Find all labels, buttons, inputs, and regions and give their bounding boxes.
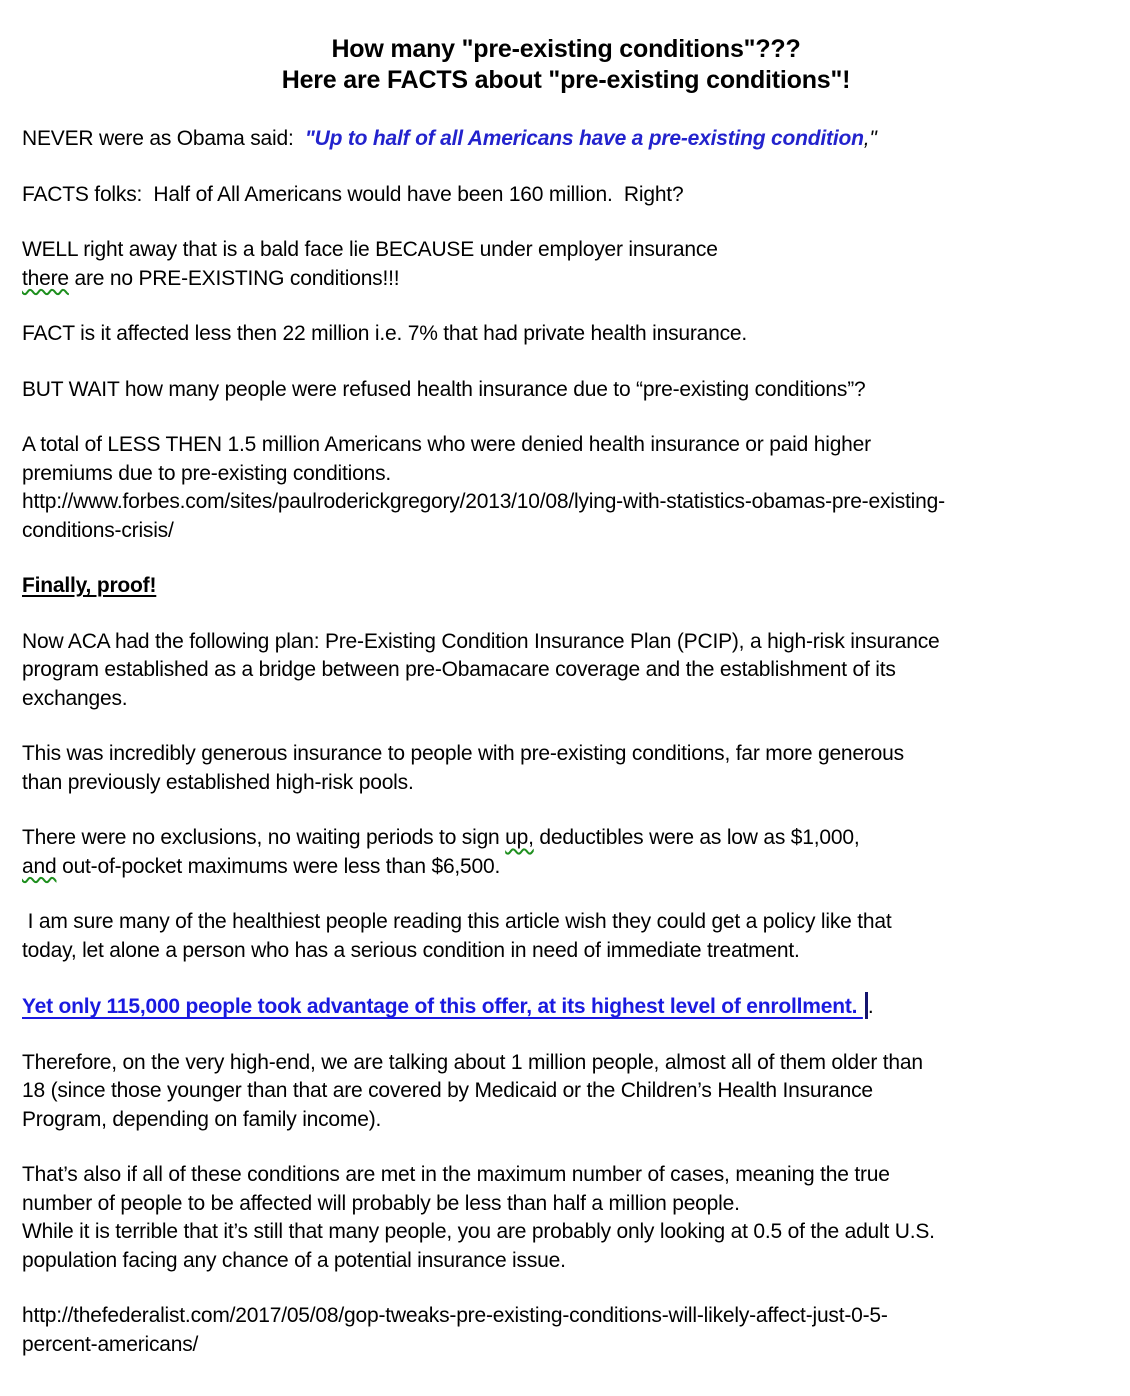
text-line: While it is terrible that it’s still that many people, you are probably only looking at 0.5 of the adult U.S. [22,1220,935,1243]
grammar-squiggle-up: up, [505,826,534,849]
obama-quote-tail: ," [863,127,877,150]
grammar-squiggle-there: there [22,266,69,290]
exclusions-line2-b: out-of-pocket maximums were less than $6,500. [56,854,501,878]
para-federalist-url [22,1302,1110,1359]
para-healthiest-people [22,908,1110,965]
text-line: number of people to be affected will probably be less than half a million people. [22,1191,740,1215]
text-line [22,125,1110,154]
text-line: FACT is it affected less then 22 million i.e. 7% that had private health insurance. [22,322,748,345]
text-line [22,265,1110,294]
enrollment-link[interactable]: Yet only 115,000 people took advantage of this offer, at its highest level of enrollment. [22,995,863,1018]
text-line: today, let alone a person who has a serious condition in need of immediate treatment. [22,938,800,962]
para-obama-claim [22,125,1110,154]
text-line: population facing any chance of a potential insurance issue. [22,1248,566,1272]
never-lead-text: NEVER were as Obama said: [22,127,305,150]
para-therefore [22,1049,1110,1135]
para-total-denied [22,431,1110,545]
text-line: premiums due to pre-existing conditions. [22,461,392,485]
para-generous-insurance [22,740,1110,797]
text-line: I am sure many of the healthiest people reading this article wish they could get a policy like that [22,910,892,933]
enrollment-after-period: . [867,995,874,1018]
text-line [22,992,1110,1022]
text-line: Program, depending on family income). [22,1107,382,1131]
text-line [22,853,1110,882]
para-but-wait [22,376,1110,405]
finally-proof-heading: Finally, proof! [22,574,157,597]
para-finally-proof [22,572,1110,601]
text-line: That’s also if all of these conditions are met in the maximum number of cases, meaning the true [22,1163,890,1186]
para-no-exclusions [22,824,1110,881]
para-fact-affected [22,320,1110,349]
para-thats-also [22,1161,1110,1275]
text-line: WELL right away that is a bald face lie BECAUSE under employer insurance [22,238,718,261]
para-bald-face-lie [22,236,1110,293]
text-line: exchanges. [22,686,128,710]
text-line: This was incredibly generous insurance to people with pre-existing conditions, far more generous [22,742,904,765]
obama-quote-text: "Up to half of all Americans have a pre-existing condition [304,127,864,150]
para-facts-folks [22,181,1110,210]
title-line-1: How many "pre-existing conditions"??? [331,35,801,63]
text-line: FACTS folks: Half of All Americans would have been 160 million. Right? [22,182,684,206]
text-line: 18 (since those younger than that are covered by Medicaid or the Children’s Health Insurance [22,1079,873,1102]
text-line: Now ACA had the following plan: Pre-Existing Condition Insurance Plan (PCIP), a high-risk insurance [22,629,940,653]
exclusions-line1-c: deductibles were as low as $1,000, [533,826,860,849]
federalist-url-line-1: http://thefederalist.com/2017/05/08/gop-tweaks-pre-existing-conditions-will-likely-affect-just-0-5- [22,1304,888,1327]
federalist-url-line-2: percent-americans/ [22,1332,199,1356]
exclusions-line1-a: There were no exclusions, no waiting periods to sign [22,826,506,849]
well-line2-rest: are no PRE-EXISTING conditions!!! [68,266,400,290]
forbes-url-line-1: http://www.forbes.com/sites/paulroderickgregory/2013/10/08/lying-with-statistics-obamas-pre-existing- [22,490,945,513]
document-title [22,34,1110,96]
text-line: program established as a bridge between pre-Obamacare coverage and the establishment of its [22,658,896,681]
text-line [22,572,1110,601]
para-now-aca [22,628,1110,714]
text-line: BUT WAIT how many people were refused health insurance due to “pre-existing conditions”? [22,377,866,401]
text-line: Therefore, on the very high-end, we are talking about 1 million people, almost all of them older than [22,1050,923,1074]
forbes-url-line-2: conditions-crisis/ [22,518,174,542]
text-line: than previously established high-risk pools. [22,770,414,794]
para-enrollment [22,992,1110,1022]
title-line-2: Here are FACTS about "pre-existing conditions"! [281,66,851,94]
text-line [22,824,1110,853]
text-line: A total of LESS THEN 1.5 million Americans who were denied health insurance or paid higher [22,433,871,456]
grammar-squiggle-and: and [22,854,57,878]
